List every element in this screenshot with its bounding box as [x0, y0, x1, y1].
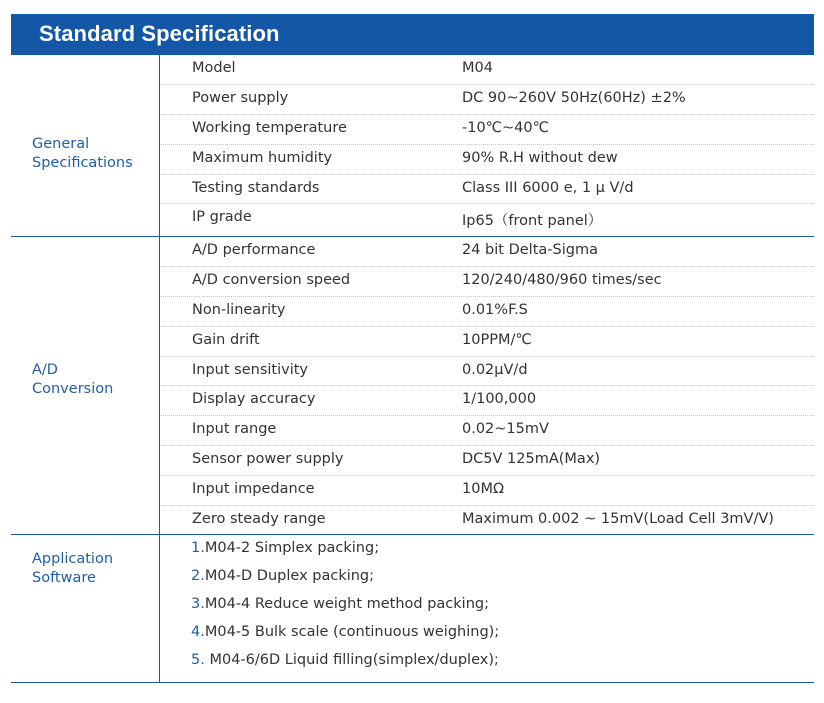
spec-key: Working temperature	[192, 119, 347, 136]
category-label	[32, 550, 113, 588]
table-row	[161, 297, 814, 327]
category-label	[32, 135, 133, 173]
table-row	[161, 115, 814, 145]
spec-value: 24 bit Delta-Sigma	[462, 242, 598, 258]
list-number: 3.	[191, 596, 205, 612]
list-text: M04-4 Reduce weight method packing;	[204, 596, 489, 612]
spec-key: Sensor power supply	[192, 451, 344, 468]
spec-key: Zero steady range	[192, 511, 326, 528]
list-number: 5.	[191, 652, 205, 668]
application-software-section	[11, 535, 814, 683]
spec-key: Testing standards	[192, 179, 320, 196]
spec-key: A/D performance	[192, 242, 316, 258]
ad-conversion-section	[11, 237, 814, 535]
spec-key: Power supply	[192, 89, 289, 106]
table-row	[161, 267, 814, 297]
spec-value: 0.01%F.S	[462, 301, 528, 318]
spec-key: Input sensitivity	[192, 361, 308, 378]
list-item	[191, 624, 499, 640]
table-row	[161, 85, 814, 115]
spec-value: 10PPM/℃	[462, 331, 532, 348]
list-text: M04-5 Bulk scale (continuous weighing);	[204, 624, 500, 640]
list-item	[191, 652, 499, 668]
spec-value: 120/240/480/960 times/sec	[462, 271, 662, 288]
spec-value: 10MΩ	[462, 481, 505, 498]
spec-value: Class III 6000 e, 1 μ V/d	[462, 179, 634, 196]
spec-value: DC 90~260V 50Hz(60Hz) ±2%	[462, 89, 686, 106]
category-label-line: General	[32, 136, 90, 152]
table-row	[161, 506, 814, 536]
category-cell	[11, 535, 160, 682]
spec-value: 1/100,000	[462, 391, 537, 408]
spec-key: Model	[192, 60, 236, 76]
spec-value: -10℃~40℃	[462, 119, 549, 136]
table-row	[161, 55, 814, 85]
table-row	[161, 386, 814, 416]
list-number: 1.	[191, 540, 205, 556]
list-number: 4.	[191, 624, 205, 640]
category-label	[32, 361, 113, 399]
spec-value: 0.02μV/d	[462, 361, 528, 378]
spec-value: 0.02~15mV	[462, 421, 549, 438]
list-item	[191, 596, 489, 612]
spec-value: Maximum 0.002 ~ 15mV(Load Cell 3mV/V)	[462, 511, 774, 528]
table-row	[161, 357, 814, 387]
list-item	[191, 568, 374, 584]
general-specifications-section	[11, 55, 814, 237]
list-number: 2.	[191, 568, 205, 584]
table-row	[161, 446, 814, 476]
list-text: M04-2 Simplex packing;	[204, 540, 380, 556]
spec-key: Input range	[192, 421, 277, 438]
category-label-line: Specifications	[32, 155, 133, 171]
category-label-line: Conversion	[32, 381, 114, 397]
table-row	[161, 327, 814, 357]
table-row	[161, 416, 814, 446]
spec-value: DC5V 125mA(Max)	[462, 451, 601, 468]
spec-rows	[161, 55, 814, 234]
spec-key: Input impedance	[192, 481, 315, 498]
table-row	[161, 237, 814, 267]
table-row	[161, 175, 814, 205]
category-label-line: Application	[32, 551, 114, 567]
table-row	[161, 204, 814, 234]
list-text: M04-6/6D Liquid filling(simplex/duplex);	[204, 652, 499, 668]
category-cell	[11, 237, 160, 534]
category-label-line: Software	[32, 570, 96, 586]
category-label-line: A/D	[32, 362, 58, 378]
category-cell	[11, 55, 160, 236]
table-row	[161, 145, 814, 175]
spec-rows	[161, 237, 814, 536]
spec-key: Maximum humidity	[192, 149, 333, 166]
list-item	[191, 540, 379, 556]
spec-key: Gain drift	[192, 331, 260, 348]
spec-value: Ip65（front panel）	[462, 213, 603, 230]
spec-value: M04	[462, 60, 493, 76]
spec-key: Display accuracy	[192, 391, 316, 408]
spec-key: Non-linearity	[192, 301, 286, 318]
spec-key: A/D conversion speed	[192, 271, 351, 288]
spec-header	[11, 14, 814, 55]
spec-value: 90% R.H without dew	[462, 149, 618, 166]
table-row	[161, 476, 814, 506]
page-title: Standard Specification	[39, 21, 280, 46]
list-text: M04-D Duplex packing;	[204, 568, 375, 584]
spec-key: IP grade	[192, 209, 252, 226]
